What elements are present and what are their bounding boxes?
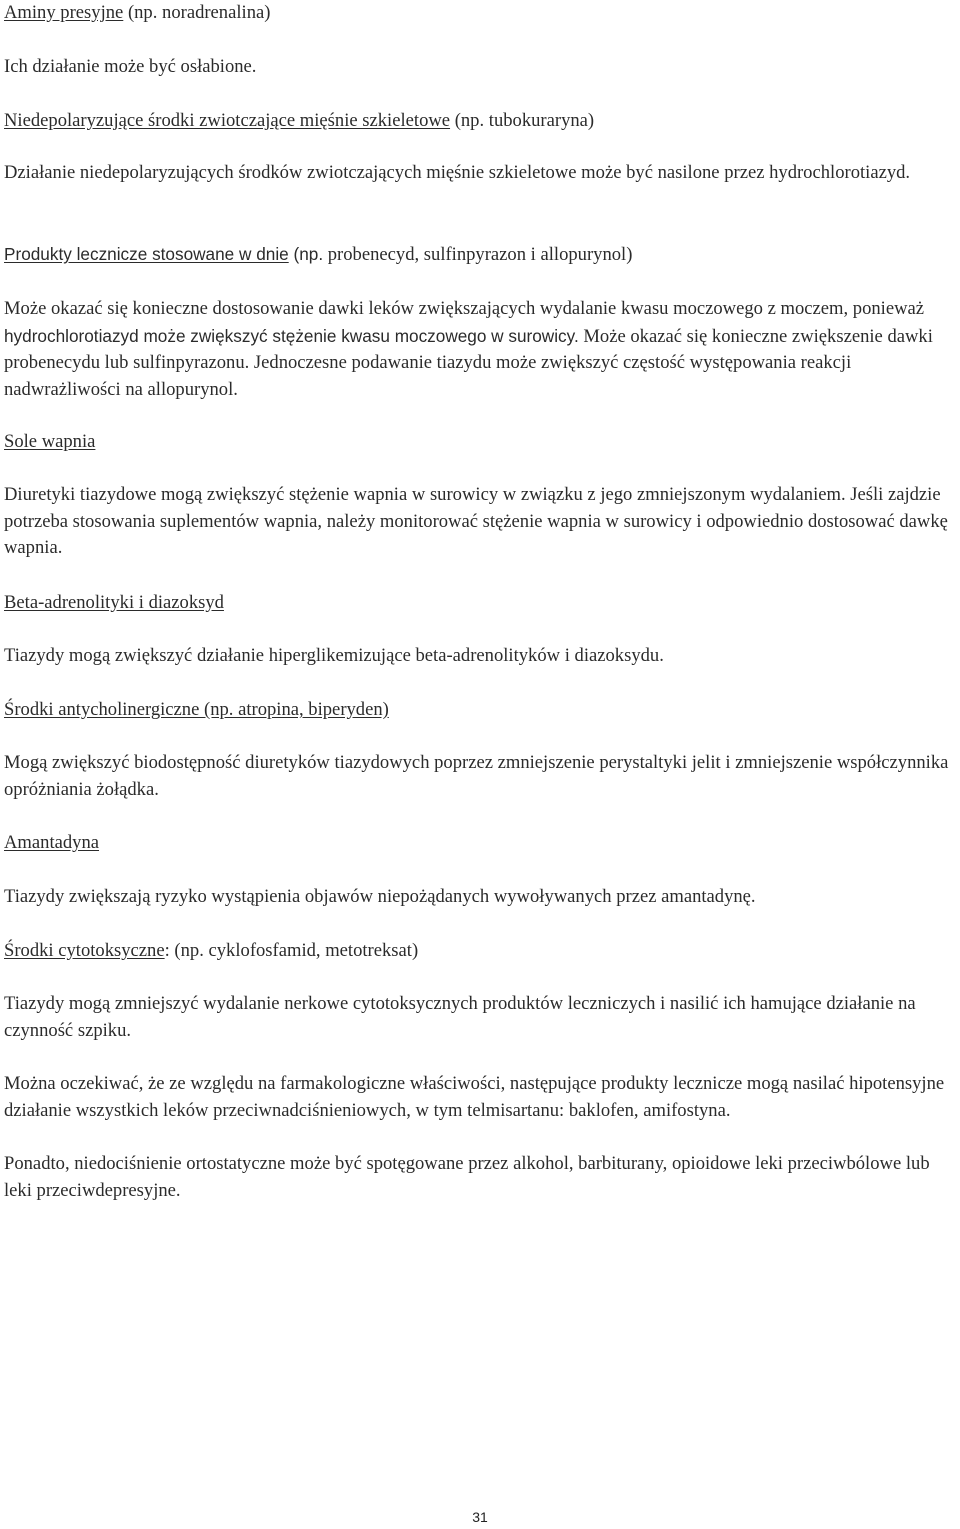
heading-muscle-relaxants-rest: (np. tubokuraryna)	[450, 110, 595, 131]
heading-calcium-salts-link: Sole wapnia	[4, 431, 96, 452]
heading-pressor-amines-link: Aminy presyjne	[4, 2, 124, 23]
body-anticholinergics: Mogą zwiększyć biodostępność diuretyków tiazydowych poprzez zmniejszenie perystaltyki jelit i zmniejszenie współczynnika opróżniania żołądka.	[4, 752, 949, 800]
body-gout-drugs-part3: Może okazać się konieczne zwiększenie dawki probenecydu lub sulfinpyrazonu. Jednoczesne podawanie tiazydu może zwiększyć częstość występowania reakcji nadwrażliwości na allopurynol.	[4, 325, 933, 400]
body-calcium-salts: Diuretyki tiazydowe mogą zwiększyć stężenie wapnia w surowicy w związku z jego zmniejszonym wydalaniem. Jeśli zajdzie potrzeba stosowania suplementów wapnia, należy monitorować stężenie wapnia w surowicy i odpowiednio dostosować dawkę wapnia.	[4, 484, 948, 558]
heading-calcium-salts	[4, 429, 95, 456]
heading-cytotoxic	[4, 938, 418, 965]
body-hypotensive-effect: Można oczekiwać, że ze względu na farmakologiczne właściwości, następujące produkty lecznicze mogą nasilać hipotensyjne działanie wszystkich leków przeciwnadciśnieniowych, w tym telmisartanu: baklofen, amifostyna.	[4, 1073, 945, 1121]
body-amantadine: Tiazydy zwiększają ryzyko wystąpienia objawów niepożądanych wywoływanych przez amantadynę.	[4, 886, 756, 907]
body-pressor-amines: Ich działanie może być osłabione.	[4, 56, 257, 77]
heading-anticholinergics-link: Środki antycholinergiczne (np. atropina, biperyden)	[4, 699, 389, 720]
heading-amantadine-link: Amantadyna	[4, 832, 100, 853]
body-orthostatic-hypotension: Ponadto, niedociśnienie ortostatyczne może być spotęgowane przez alkohol, barbiturany, opioidowe leki przeciwbólowe lub leki przeciwdepresyjne.	[4, 1153, 930, 1201]
heading-gout-drugs-link: Produkty lecznicze stosowane w dnie	[4, 244, 289, 264]
heading-pressor-amines	[4, 0, 270, 27]
body-beta-blockers: Tiazydy mogą zwiększyć działanie hiperglikemizujące beta-adrenolityków i diazoksydu.	[4, 645, 664, 666]
heading-gout-drugs	[4, 241, 632, 269]
heading-cytotoxic-link: Środki cytotoksyczne	[4, 940, 165, 961]
heading-beta-blockers	[4, 590, 224, 617]
heading-amantadine	[4, 830, 99, 857]
heading-pressor-amines-rest: (np. noradrenalina)	[123, 2, 271, 23]
heading-anticholinergics	[4, 697, 389, 724]
body-gout-drugs	[4, 295, 956, 403]
heading-beta-blockers-link: Beta-adrenolityki i diazoksyd	[4, 592, 224, 613]
heading-gout-drugs-sans-rest: (np.	[288, 244, 324, 264]
body-cytotoxic: Tiazydy mogą zmniejszyć wydalanie nerkowe cytotoksycznych produktów leczniczych i nasilić ich hamujące działanie na czynność szpiku.	[4, 993, 916, 1041]
body-muscle-relaxants: Działanie niedepolaryzujących środków zwiotczających mięśnie szkieletowe może być nasilone przez hydrochlorotiazyd.	[4, 162, 911, 183]
body-gout-drugs-part2: hydrochlorotiazyd może zwiększyć stężenie kwasu moczowego w surowicy.	[4, 325, 579, 346]
heading-gout-drugs-rest: probenecyd, sulfinpyrazon i allopurynol)	[323, 244, 633, 265]
body-gout-drugs-part1: Może okazać się konieczne dostosowanie dawki leków zwiększających wydalanie kwasu moczowego z moczem, ponieważ	[4, 298, 925, 319]
page-number: 31	[472, 1509, 488, 1525]
heading-muscle-relaxants	[4, 108, 594, 135]
heading-cytotoxic-rest: : (np. cyklofosfamid, metotreksat)	[164, 940, 419, 961]
heading-muscle-relaxants-link: Niedepolaryzujące środki zwiotczające mięśnie szkieletowe	[4, 110, 451, 131]
